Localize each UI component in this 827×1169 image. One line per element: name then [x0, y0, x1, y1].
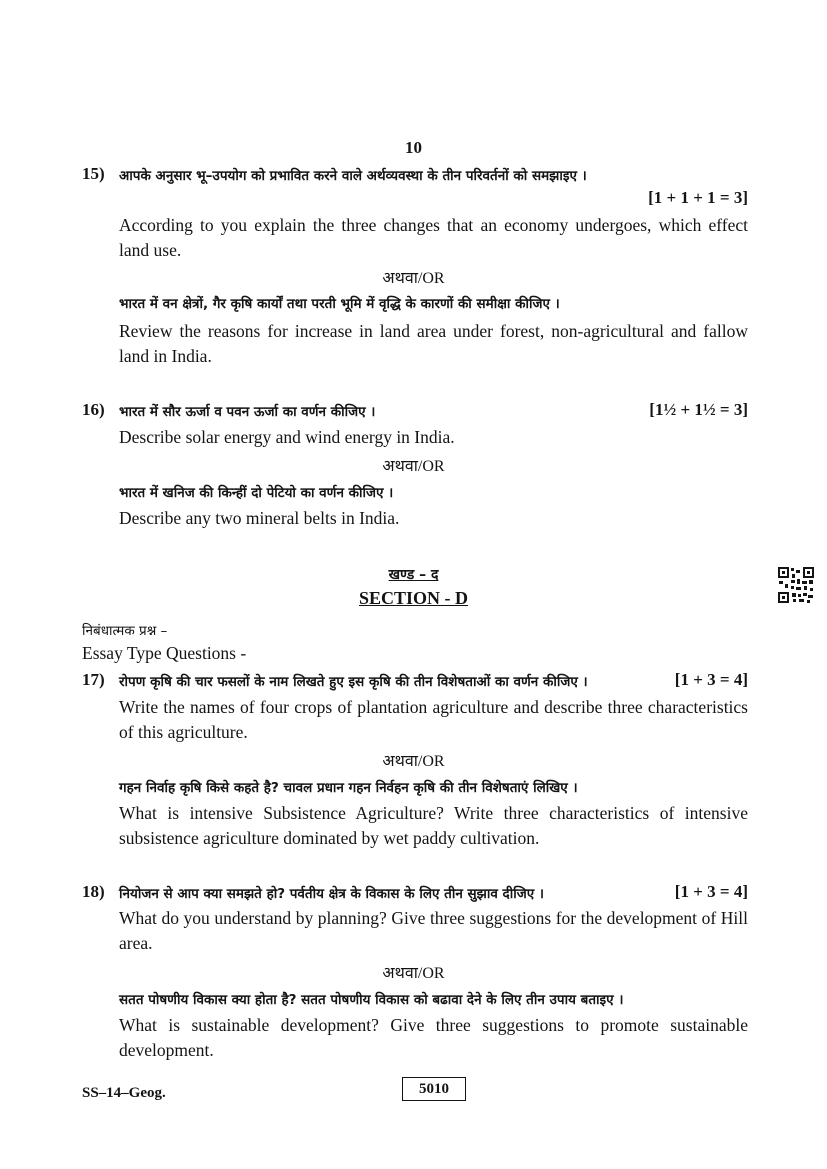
question-15-number: 15): [82, 164, 105, 183]
question-18-or-hindi: सतत पोषणीय विकास क्या होता है? सतत पोषणीय विकास को बढावा देने के लिए तीन उपाय बताइए ।: [119, 992, 624, 1008]
qr-code-icon: [777, 566, 815, 604]
question-18-english: What do you understand by planning? Give three suggestions for the development of Hill area.: [119, 908, 748, 953]
section-title-english: SECTION - D: [358, 588, 469, 608]
footer-number-box: 5010: [402, 1077, 466, 1101]
question-16-or-hindi: भारत में खनिज की किन्हीं दो पेटियो का वर्णन कीजिए ।: [119, 485, 394, 501]
question-15-hindi: आपके अनुसार भू–उपयोग को प्रभावित करने वाले अर्थव्यवस्था के तीन परिवर्तनों को समझाइए ।: [119, 168, 587, 184]
question-16-or-english: Describe any two mineral belts in India.: [119, 508, 400, 528]
page-number: 10: [405, 138, 422, 157]
section-title-hindi: खण्ड – द: [388, 567, 439, 583]
footer-paper-code: SS–14–Geog.: [82, 1085, 166, 1101]
question-17-marks: [1 + 3 = 4]: [674, 670, 748, 689]
question-18-marks: [1 + 3 = 4]: [674, 882, 748, 901]
question-17-or-english: What is intensive Subsistence Agriculture? Write three characteristics of intensive subsistence agriculture dominated by wet paddy cultivation.: [119, 803, 748, 848]
question-16-marks: [1½ + 1½ = 3]: [649, 400, 748, 419]
question-17-number: 17): [82, 670, 105, 689]
or-divider-15: अथवा/OR: [382, 270, 445, 287]
question-16-english: Describe solar energy and wind energy in India.: [119, 427, 455, 447]
question-18-hindi: नियोजन से आप क्या समझते हो? पर्वतीय क्षेत्र के विकास के लिए तीन सुझाव दीजिए ।: [119, 886, 545, 902]
question-type-hindi: निबंधात्मक प्रश्न –: [82, 623, 168, 639]
question-15-marks: [1 + 1 + 1 = 3]: [648, 188, 748, 207]
question-17-hindi: रोपण कृषि की चार फसलों के नाम लिखते हुए इस कृषि की तीन विशेषताओं का वर्णन कीजिए ।: [119, 674, 588, 690]
question-15-or-hindi: भारत में वन क्षेत्रों, गैर कृषि कार्यों तथा परती भूमि में वृद्धि के कारणों की समीक्षा कीजिए ।: [119, 296, 560, 312]
question-17-english: Write the names of four crops of plantation agriculture and describe three characteristics of this agriculture.: [119, 697, 748, 742]
question-15-or-english: Review the reasons for increase in land area under forest, non-agricultural and fallow land in India.: [119, 321, 748, 366]
or-divider-18: अथवा/OR: [382, 965, 445, 982]
or-divider-16: अथवा/OR: [382, 458, 445, 475]
question-18-number: 18): [82, 882, 105, 901]
question-15-english: According to you explain the three changes that an economy undergoes, which effect land use.: [119, 215, 748, 260]
question-17-or-hindi: गहन निर्वाह कृषि किसे कहते है? चावल प्रधान गहन निर्वहन कृषि की तीन विशेषताएं लिखिए ।: [119, 780, 578, 796]
question-18-or-english: What is sustainable development? Give three suggestions to promote sustainable development.: [119, 1015, 748, 1060]
question-type-english: Essay Type Questions -: [82, 643, 247, 663]
question-16-number: 16): [82, 400, 105, 419]
or-divider-17: अथवा/OR: [382, 753, 445, 770]
question-16-hindi: भारत में सौर ऊर्जा व पवन ऊर्जा का वर्णन कीजिए ।: [119, 404, 376, 420]
